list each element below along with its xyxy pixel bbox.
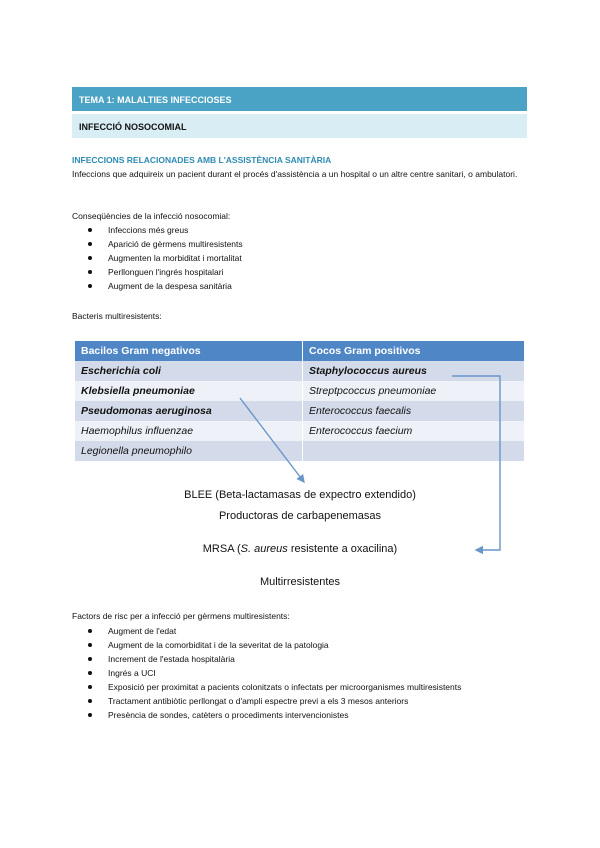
carbapenemase-text: Productoras de carbapenemasas <box>218 510 382 522</box>
list-item: Ingrés a UCI <box>88 666 461 680</box>
topic-title: TEMA 1: MALALTIES INFECCIOSES <box>79 95 232 105</box>
list-item: Augment de la despesa sanitària <box>88 279 243 293</box>
arrow-to-mrsa <box>452 376 500 550</box>
section-title: INFECCIONS RELACIONADES AMB L'ASSISTÈNCIA SANITÀRIA <box>72 155 332 165</box>
multiresistant-text: Multirresistentes <box>259 576 341 588</box>
table-cell: Enterococcus faecium <box>303 421 525 441</box>
subtopic-title: INFECCIÓ NOSOCOMIAL <box>79 122 187 132</box>
list-item: Augment de l'edat <box>88 624 461 638</box>
list-item: Augment de la comorbiditat i de la severitat de la patologia <box>88 638 461 652</box>
table-header: Bacilos Gram negativos <box>75 341 303 361</box>
mrsa-prefix: MRSA ( <box>202 543 241 555</box>
table-header: Cocos Gram positivos <box>303 341 525 361</box>
list-item: Tractament antibiòtic perllongat o d'ampli espectre previ a els 3 mesos anteriors <box>88 694 461 708</box>
arrow-to-blee <box>240 398 304 482</box>
list-item: Perllonguen l'ingrés hospitalari <box>88 265 243 279</box>
table-cell: Legionella pneumophilo <box>75 441 303 461</box>
section-intro: Infeccions que adquireix un pacient durant el procés d'assistència a un hospital o un altre centre sanitari, o ambulatori. <box>72 169 518 179</box>
risk-list <box>88 624 461 722</box>
list-item: Exposició per proximitat a pacients colonitzats o infectats per microorganismes multiresistents <box>88 680 461 694</box>
list-item: Increment de l'estada hospitalària <box>88 652 461 666</box>
list-item: Presència de sondes, catèters o procediments intervencionistes <box>88 708 461 722</box>
table-cell: Enterococcus faecalis <box>303 401 525 421</box>
list-item: Infeccions més greus <box>88 223 243 237</box>
list-item: Aparició de gèrmens multiresistents <box>88 237 243 251</box>
risk-label: Factors de risc per a infecció per gèrmens multiresistents: <box>72 611 290 621</box>
mrsa-suffix: resistente a oxacilina) <box>287 543 398 555</box>
blee-text: BLEE (Beta-lactamasas de expectro extendido) <box>184 489 416 501</box>
mrsa-species: S. aureus <box>240 543 288 555</box>
mrsa-text <box>0 543 600 555</box>
consequences-label: Conseqüències de la infecció nosocomial: <box>72 211 231 221</box>
table-cell: Staphylococcus aureus <box>303 361 525 381</box>
table-cell: Klebsiella pneumoniae <box>75 381 303 401</box>
list-item: Augmenten la morbiditat i mortalitat <box>88 251 243 265</box>
table-cell: Haemophilus influenzae <box>75 421 303 441</box>
bacteria-label: Bacteris multiresistents: <box>72 311 162 321</box>
table-cell: Escherichia coli <box>75 361 303 381</box>
table-cell: Streptpcoccus pneumoniae <box>303 381 525 401</box>
table-cell: Pseudomonas aeruginosa <box>75 401 303 421</box>
